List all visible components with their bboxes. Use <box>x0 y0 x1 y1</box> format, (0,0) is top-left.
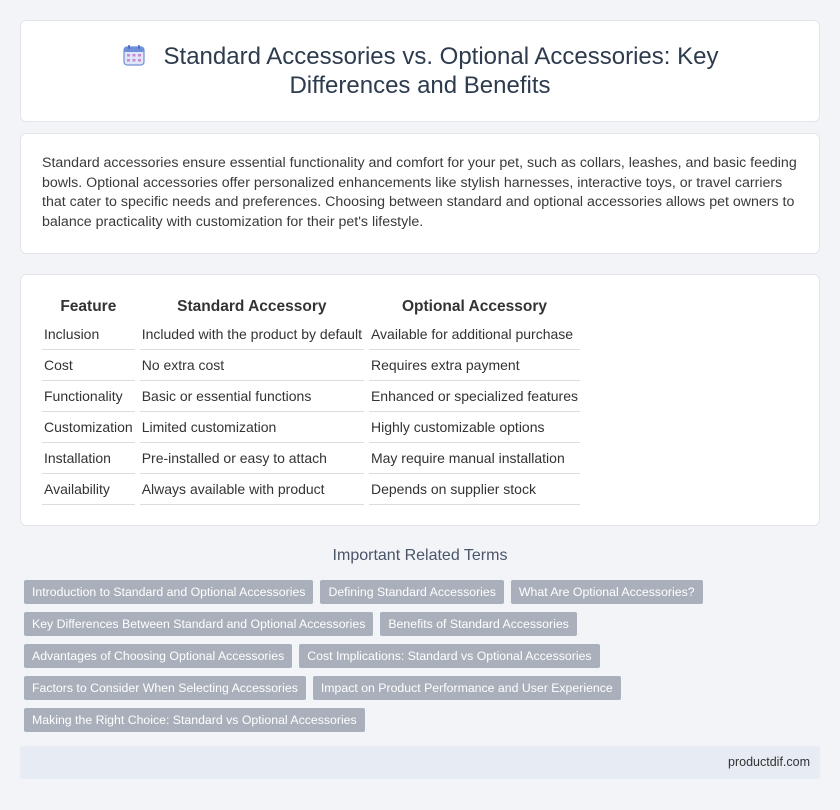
table-cell: Depends on supplier stock <box>369 474 580 505</box>
related-term-tag[interactable]: Making the Right Choice: Standard vs Optional Accessories <box>24 708 365 732</box>
related-term-tag[interactable]: Defining Standard Accessories <box>320 580 503 604</box>
related-term-tag[interactable]: Cost Implications: Standard vs Optional Accessories <box>299 644 599 668</box>
related-term-tag[interactable]: Introduction to Standard and Optional Accessories <box>24 580 313 604</box>
header-card <box>20 20 820 122</box>
table-cell: Cost <box>42 350 135 381</box>
related-term-tag[interactable]: Key Differences Between Standard and Optional Accessories <box>24 612 373 636</box>
related-term-tag[interactable]: Impact on Product Performance and User Experience <box>313 676 621 700</box>
table-cell: No extra cost <box>140 350 364 381</box>
table-cell: May require manual installation <box>369 443 580 474</box>
table-cell: Installation <box>42 443 135 474</box>
table-cell: Requires extra payment <box>369 350 580 381</box>
table-cell: Customization <box>42 412 135 443</box>
table-cell: Inclusion <box>42 319 135 350</box>
tag-row <box>24 612 824 636</box>
related-terms-title: Important Related Terms <box>332 547 508 564</box>
intro-card <box>20 133 820 254</box>
page-title: Standard Accessories vs. Optional Accessories: Key Differences and Benefits <box>163 43 719 99</box>
table-header-cell: Standard Accessory <box>177 298 327 315</box>
table-row <box>42 350 580 381</box>
table-cell: Pre-installed or easy to attach <box>140 443 364 474</box>
tag-row <box>24 676 824 700</box>
table-header-row <box>42 295 580 319</box>
related-terms-tags <box>24 580 824 740</box>
table-cell: Included with the product by default <box>140 319 364 350</box>
tag-row <box>24 644 824 668</box>
footer <box>20 746 820 779</box>
calendar-grid-icon <box>122 43 146 67</box>
table-cell: Highly customizable options <box>369 412 580 443</box>
table-cell: Available for additional purchase <box>369 319 580 350</box>
related-term-tag[interactable]: Benefits of Standard Accessories <box>380 612 576 636</box>
page-title-wrap <box>61 42 779 100</box>
intro-text: Standard accessories ensure essential functionality and comfort for your pet, such as collars, leashes, and basic feeding bowls. Optional accessories offer personalized enhancements like stylish harnesses, interactive toys, or travel carriers that cater to specific needs and preferences. Choosing between standard and optional accessories allows pet owners to balance practicality with customization for their pet's lifestyle. <box>42 155 797 230</box>
table-cell: Limited customization <box>140 412 364 443</box>
table-cell: Always available with product <box>140 474 364 505</box>
table-cell: Functionality <box>42 381 135 412</box>
comparison-table <box>37 295 585 505</box>
table-header-cell: Optional Accessory <box>401 298 547 315</box>
tag-row <box>24 580 824 604</box>
table-row <box>42 443 580 474</box>
table-header-cell: Feature <box>60 298 117 315</box>
table-cell: Basic or essential functions <box>140 381 364 412</box>
tag-row <box>24 708 824 732</box>
footer-site-link[interactable]: productdif.com <box>728 755 810 769</box>
table-row <box>42 319 580 350</box>
related-term-tag[interactable]: Advantages of Choosing Optional Accessories <box>24 644 292 668</box>
table-cell: Enhanced or specialized features <box>369 381 580 412</box>
table-row <box>42 474 580 505</box>
table-row <box>42 412 580 443</box>
related-term-tag[interactable]: What Are Optional Accessories? <box>511 580 703 604</box>
related-term-tag[interactable]: Factors to Consider When Selecting Accessories <box>24 676 306 700</box>
comparison-table-card <box>20 274 820 526</box>
table-row <box>42 381 580 412</box>
table-cell: Availability <box>42 474 135 505</box>
